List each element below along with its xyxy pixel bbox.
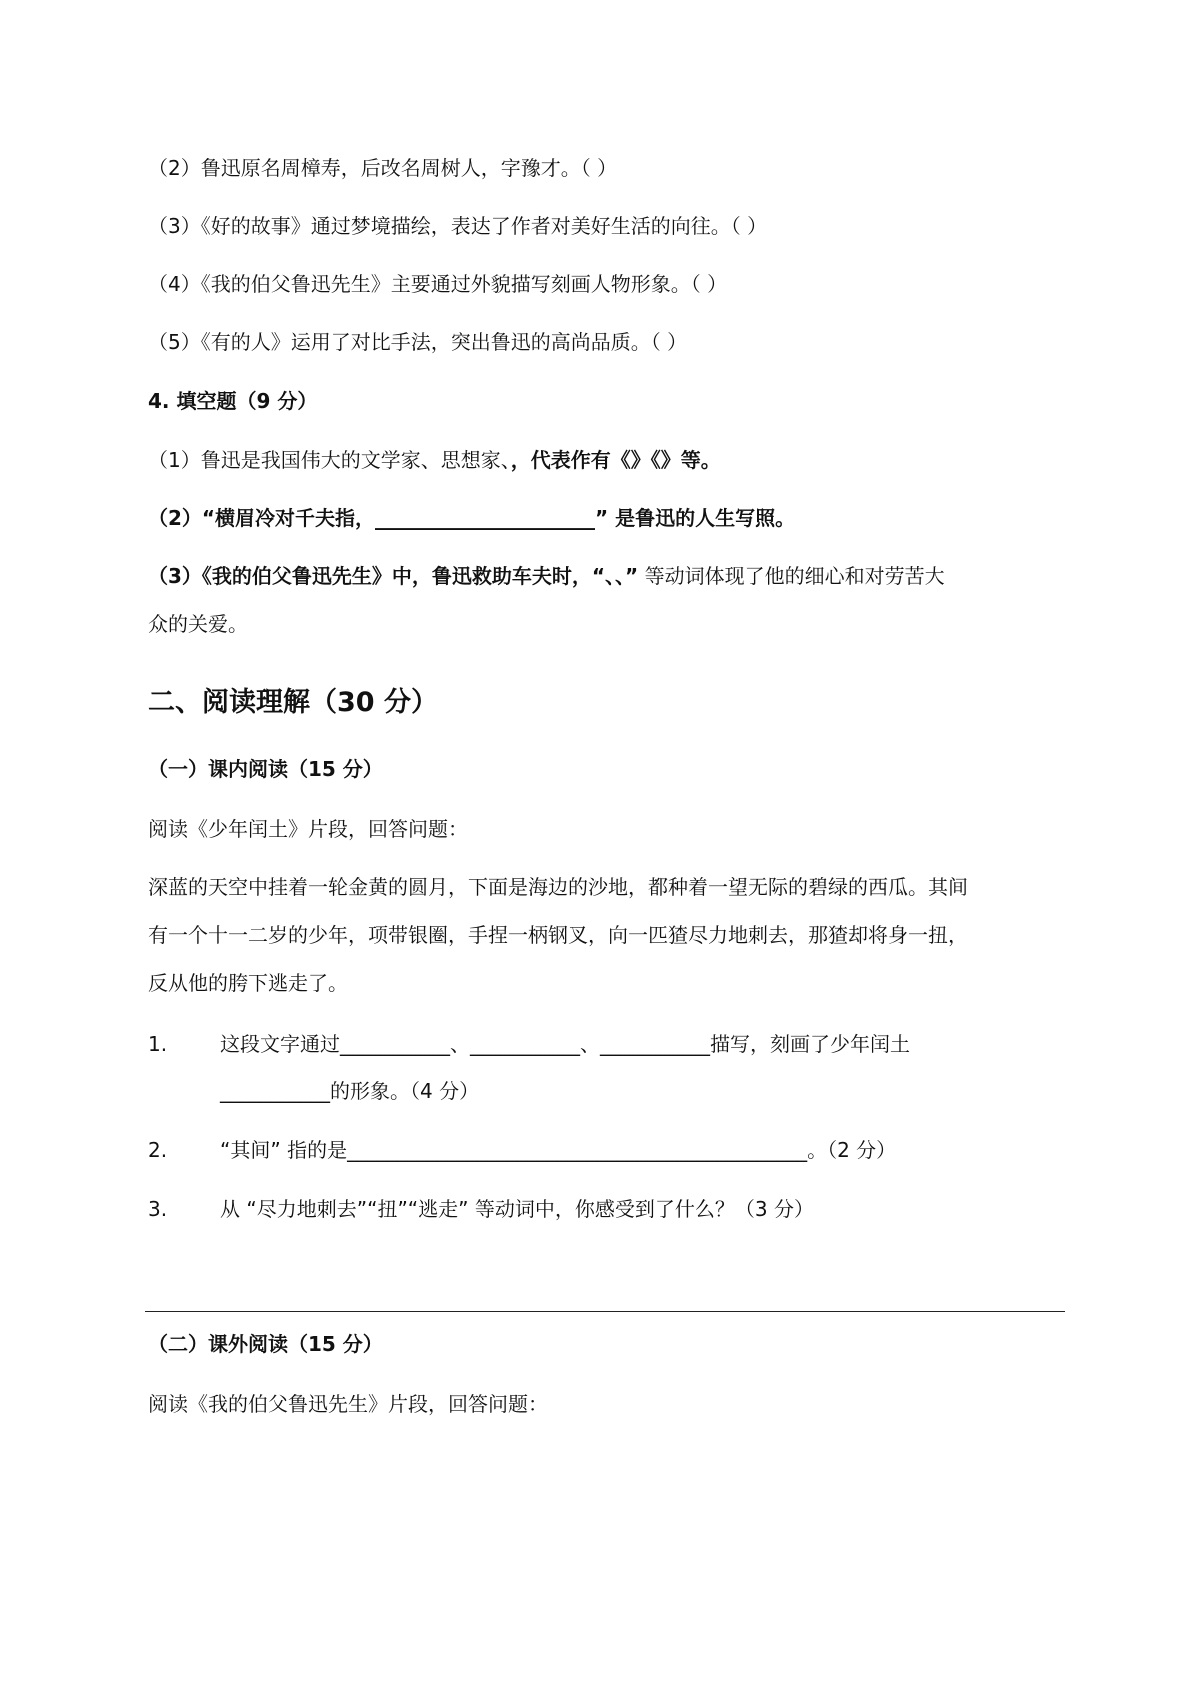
fill-question-3-continued: 众的关爱。 [148, 612, 248, 636]
question-1-line-1: 这段文字通过___________、___________、___________描写，刻画了少年闰土 [220, 1032, 910, 1056]
outclass-reading-title: （二）课外阅读（15 分） [148, 1332, 383, 1356]
question-1-line-2: ___________的形象。（4 分） [220, 1079, 480, 1103]
question-3-line-1: 从 “尽力地刺去”“扭”“逃走” 等动词中，你感受到了什么？（3 分） [220, 1197, 814, 1221]
judge-item-4: （4）《我的伯父鲁迅先生》主要通过外貌描写刻画人物形象。（ ） [148, 272, 728, 296]
fill-question-3 [148, 562, 945, 590]
answer-line [145, 1311, 1065, 1312]
question-1-number: 1. [148, 1032, 168, 1056]
question-2-number: 2. [148, 1138, 168, 1162]
inclass-reading-title: （一）课内阅读（15 分） [148, 757, 383, 781]
question-2-line-1: “其间” 指的是______________________________________________。（2 分） [220, 1138, 897, 1162]
judge-item-2: （2）鲁迅原名周樟寿，后改名周树人，字豫才。（ ） [148, 156, 618, 180]
question-3-number: 3. [148, 1197, 168, 1221]
reading-section-title: 二、阅读理解（30 分） [148, 687, 438, 718]
fill-question-1 [148, 446, 721, 474]
passage-line-3: 反从他的胯下逃走了。 [148, 971, 348, 995]
fill-question-2: （2）“横眉冷对千夫指，______________________” 是鲁迅的人生写照。 [148, 506, 796, 530]
fill-question-1-part-b: ，代表作有《》《》等。 [510, 448, 721, 472]
passage-line-2: 有一个十一二岁的少年，项带银圈，手捏一柄钢叉，向一匹猹尽力地刺去，那猹却将身一扭， [148, 923, 968, 947]
fill-question-1-part-a: （1）鲁迅是我国伟大的文学家、思想家、 [148, 448, 511, 472]
judge-item-3: （3）《好的故事》通过梦境描绘，表达了作者对美好生活的向往。（ ） [148, 214, 768, 238]
fill-question-3-part-b: 等动词体现了他的细心和对劳苦大 [638, 564, 945, 588]
fill-question-3-part-a: （3）《我的伯父鲁迅先生》中，鲁迅救助车夫时，“、、” [148, 564, 639, 588]
judge-item-5: （5）《有的人》运用了对比手法，突出鲁迅的高尚品质。（ ） [148, 330, 688, 354]
outclass-reading-intro: 阅读《我的伯父鲁迅先生》片段，回答问题： [148, 1392, 548, 1416]
inclass-reading-intro: 阅读《少年闰土》片段，回答问题： [148, 817, 468, 841]
passage-line-1: 深蓝的天空中挂着一轮金黄的圆月，下面是海边的沙地，都种着一望无际的碧绿的西瓜。其间 [148, 875, 968, 899]
fill-section-title: 4. 填空题（9 分） [148, 389, 318, 413]
